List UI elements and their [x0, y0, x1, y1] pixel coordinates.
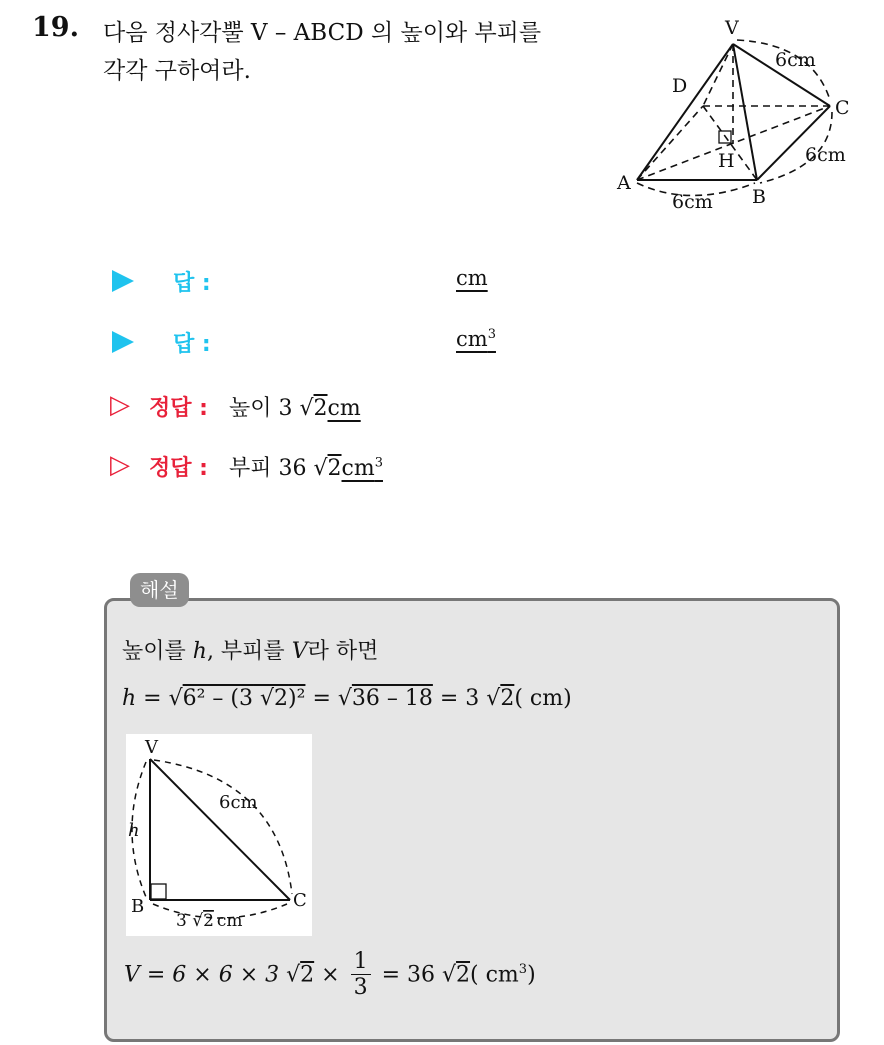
volume-equation: V = 6 × 6 × 3 √2 × $\frac{1}{3}$ = 36 √2( $cm^3$) — [124, 949, 536, 1000]
label-c: C — [293, 890, 307, 911]
label-h: h — [128, 820, 140, 841]
label-v: V — [725, 18, 739, 39]
length-vc: 6cm — [775, 49, 816, 71]
explanation-intro: 높이를 h, 부피를 V라 하면 — [122, 639, 379, 664]
answer-label-2: 답 : — [173, 332, 211, 357]
edge-vd — [703, 44, 733, 106]
arc-vc — [154, 760, 292, 894]
height-equation: h = √6² – (3 √2)² = √36 – 18 = 3 √2( cm) — [122, 686, 572, 711]
label-d: D — [672, 75, 688, 97]
answer-unit-1: cm — [456, 266, 488, 290]
solution-label-1: 정답 : — [149, 396, 208, 421]
fraction-one-third: $\frac{1}{3}$ — [351, 950, 371, 1001]
length-bc: 3 √2 cm — [176, 911, 243, 931]
right-angle-mark — [151, 884, 166, 899]
solution-arrow-icon: ▷ — [110, 390, 130, 420]
pyramid-figure — [610, 18, 860, 218]
answer-label-1: 답 : — [173, 271, 211, 296]
question-line-1: 다음 정사각뿔 V – ABCD 의 높이와 부피를 — [103, 20, 542, 46]
label-b: B — [131, 896, 145, 917]
length-bc: 6cm — [805, 144, 846, 166]
solution-value-2: 부피 36 $√2cm^3$ — [229, 455, 383, 481]
answer-arrow-icon — [112, 331, 134, 353]
explanation-tag: 해설 — [130, 573, 189, 607]
length-vc: 6cm — [219, 792, 258, 813]
label-b: B — [752, 186, 766, 208]
label-v: V — [145, 737, 158, 758]
answer-unit-2: $cm^3$ — [456, 327, 496, 351]
question-text — [103, 14, 603, 90]
solution-label-2: 정답 : — [149, 456, 208, 481]
edge-vb — [733, 44, 757, 180]
question-number: 19. — [32, 12, 79, 43]
edge-bc — [757, 106, 830, 180]
solution-arrow-icon: ▷ — [110, 450, 130, 480]
triangle-figure — [126, 734, 312, 936]
answer-arrow-icon — [112, 270, 134, 292]
label-a: A — [617, 172, 631, 194]
label-h: H — [718, 150, 735, 172]
length-ab: 6cm — [672, 191, 713, 213]
question-line-2: 각각 구하여라. — [103, 58, 251, 84]
solution-value-1: 높이 3 √2cm — [229, 396, 361, 421]
label-c: C — [835, 97, 850, 119]
edge-ad — [637, 106, 703, 180]
